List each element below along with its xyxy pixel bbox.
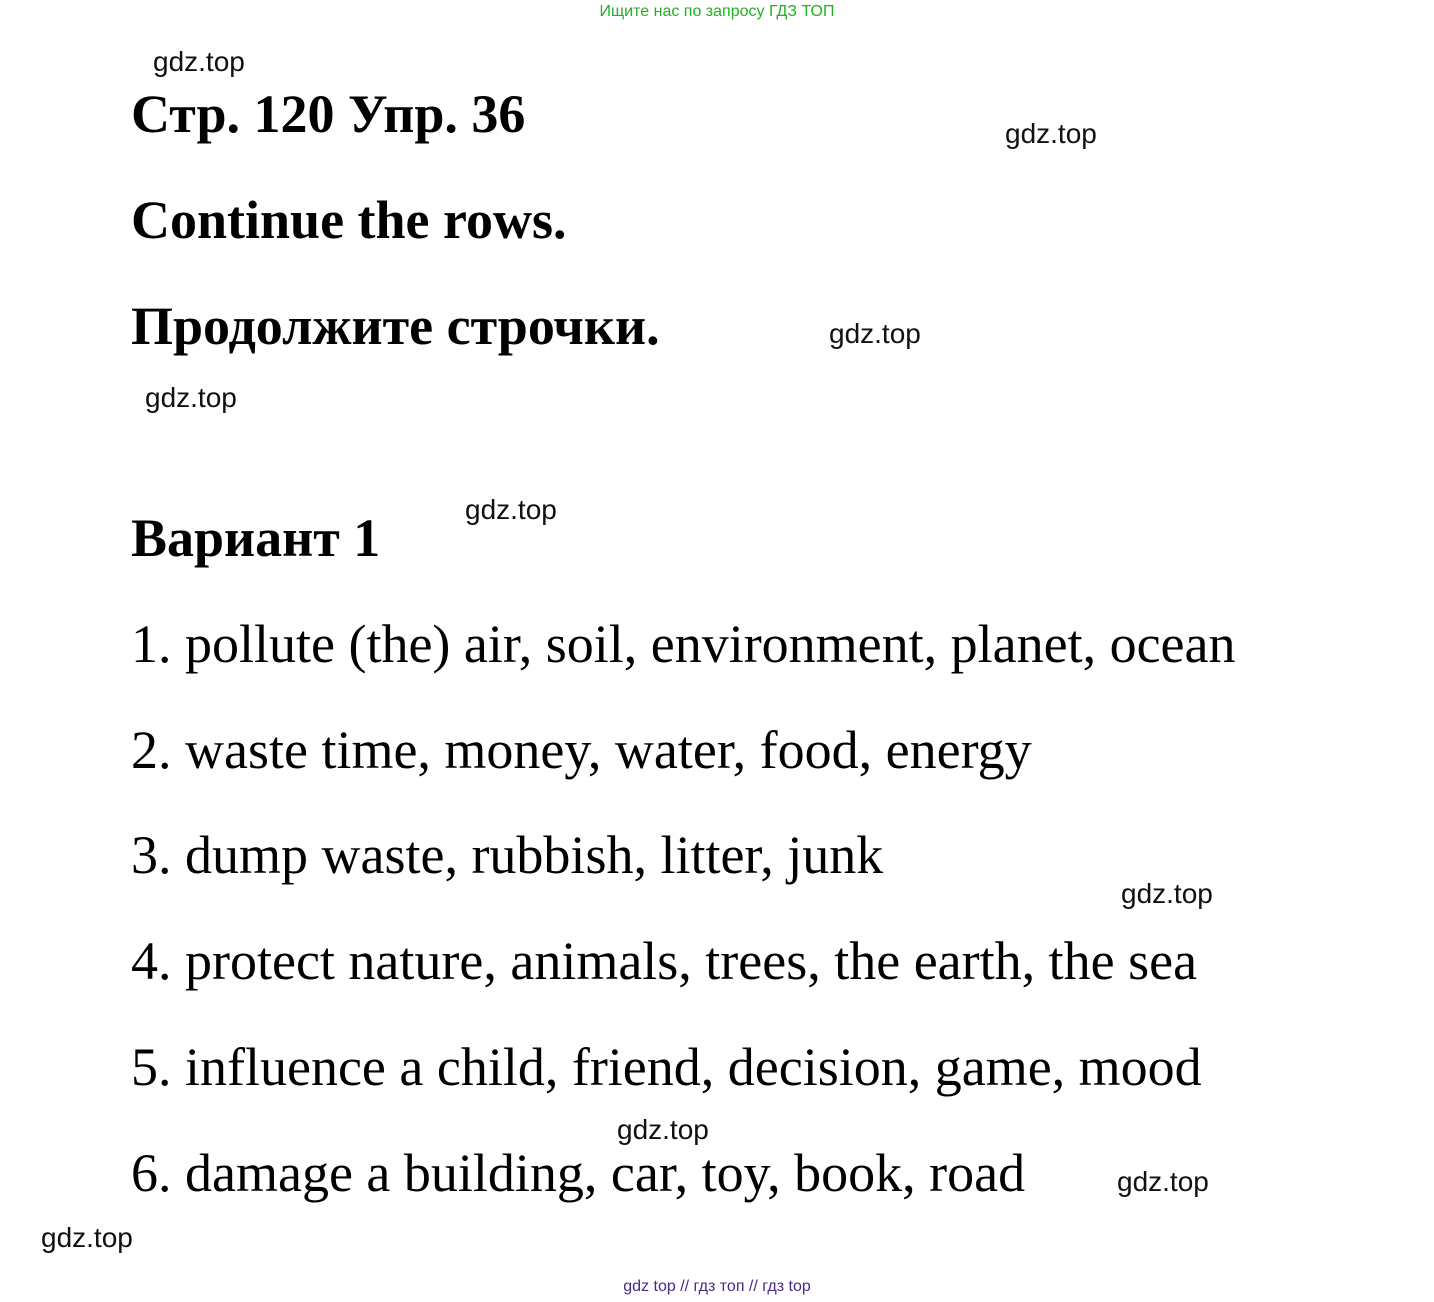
page-exercise-title: Стр. 120 Упр. 36 — [131, 84, 526, 144]
answer-row: 5. influence a child, friend, decision, game, mood — [131, 1037, 1202, 1097]
watermark: gdz.top — [617, 1114, 709, 1145]
watermark: gdz.top — [41, 1222, 133, 1253]
task-english: Continue the rows. — [131, 190, 567, 250]
watermark: gdz.top — [1121, 878, 1213, 909]
watermark: gdz.top — [465, 494, 557, 525]
answer-row: 6. damage a building, car, toy, book, road — [131, 1143, 1026, 1203]
watermark: gdz.top — [1117, 1166, 1209, 1197]
watermark: gdz.top — [829, 318, 921, 349]
top-banner: Ищите нас по запросу ГДЗ ТОП — [599, 3, 835, 20]
answer-row: 2. waste time, money, water, food, energy — [131, 720, 1032, 780]
watermark: gdz.top — [153, 46, 245, 77]
variant-title: Вариант 1 — [131, 508, 381, 568]
answer-row: 3. dump waste, rubbish, litter, junk — [131, 825, 884, 885]
answer-row: 4. protect nature, animals, trees, the earth, the sea — [131, 931, 1198, 991]
watermark: gdz.top — [1005, 118, 1097, 149]
watermark: gdz.top — [145, 382, 237, 413]
footer-links: gdz top // гдз топ // гдз top — [623, 1278, 811, 1295]
answer-row: 1. pollute (the) air, soil, environment, planet, ocean — [131, 614, 1236, 674]
task-russian: Продолжите строчки. — [131, 296, 660, 356]
